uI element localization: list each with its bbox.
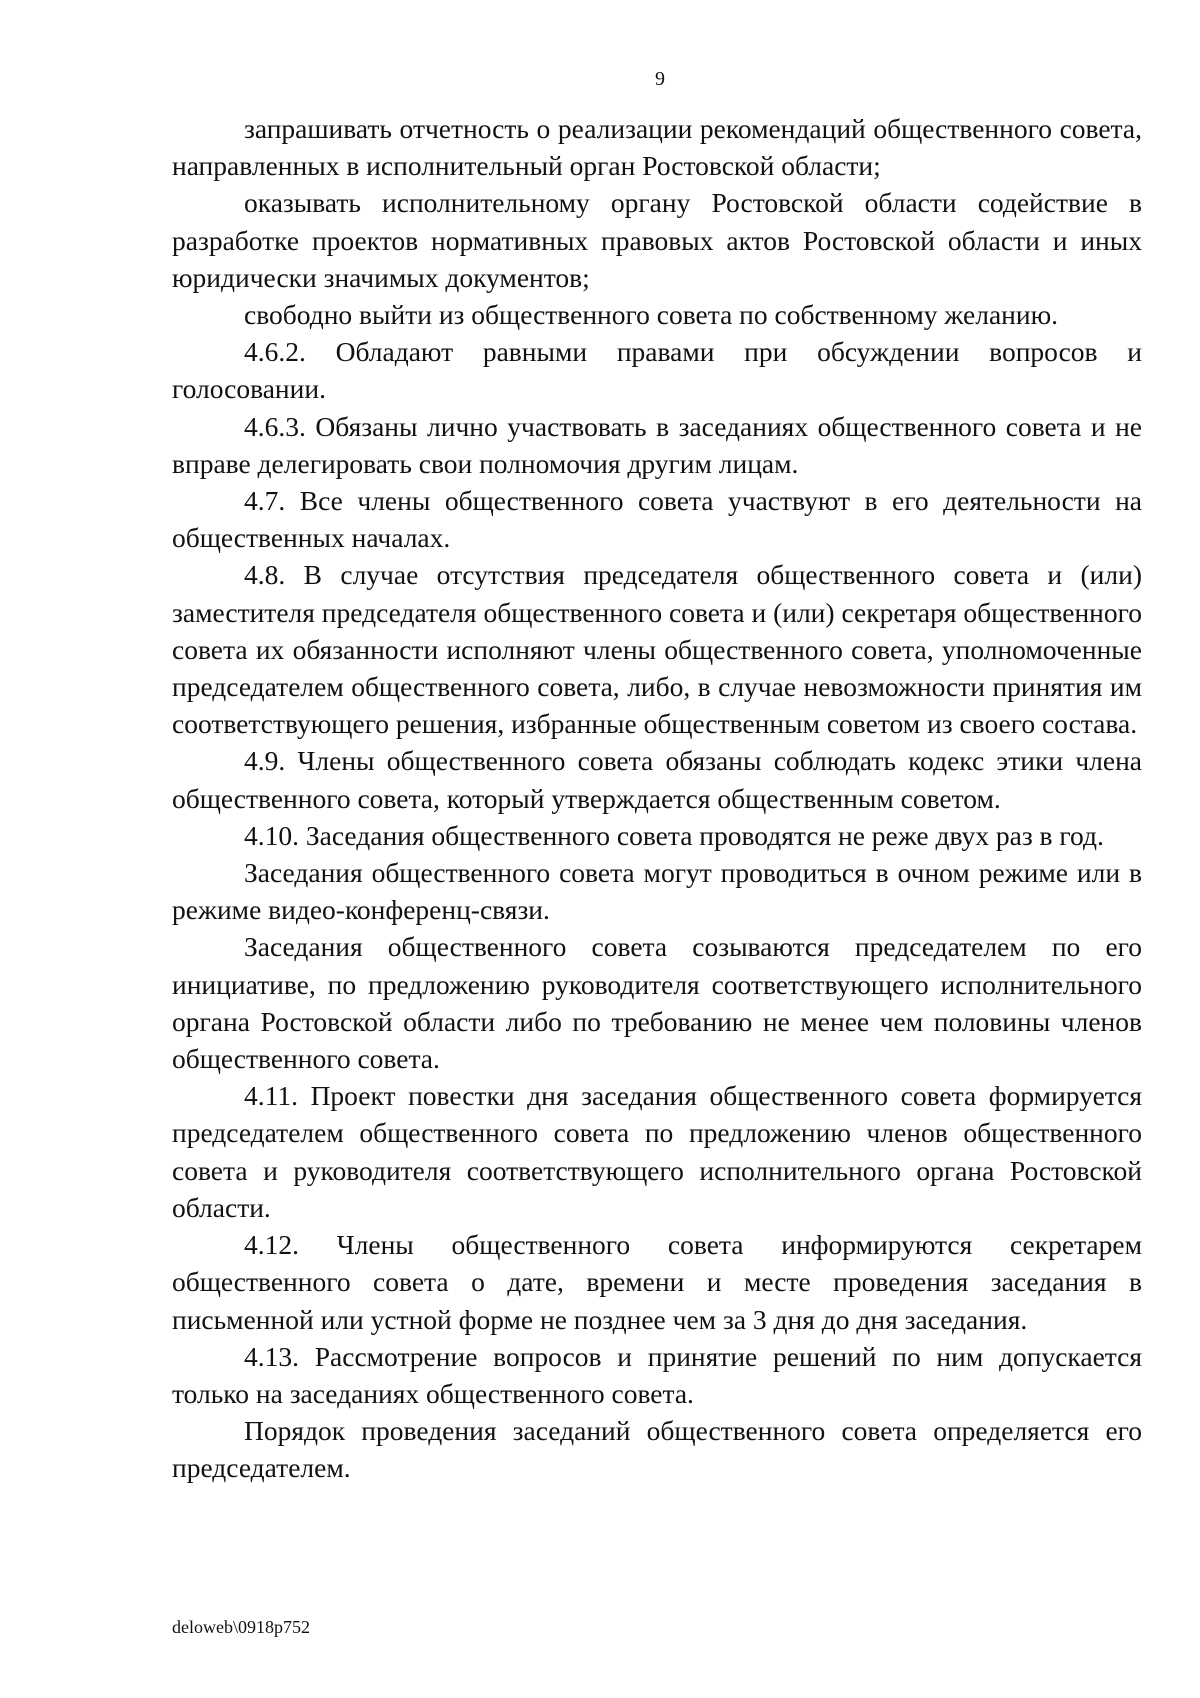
paragraph: 4.6.3. Обязаны лично участвовать в заседаниях общественного совета и не вправе делегировать свои полномочия другим лицам. bbox=[172, 410, 1142, 479]
paragraph: 4.7. Все члены общественного совета участвуют в его деятельности на общественных началах. bbox=[172, 485, 1142, 554]
paragraph: 4.8. В случае отсутствия председателя общественного совета и (или) заместителя председателя общественного совета и (или) секретаря общественного совета их обязанности исполняют члены общественного совета, уполномоченные председателем общественного совета, либо, в случае невозможности принятия им соответствующего решения, избранные общественным советом из своего состава. bbox=[172, 559, 1142, 740]
paragraph: 4.12. Члены общественного совета информируются секретарем общественного совета о дате, времени и месте проведения заседания в письменной или устной форме не позднее чем за 3 дня до дня заседания. bbox=[172, 1229, 1142, 1335]
paragraph: запрашивать отчетность о реализации рекомендаций общественного совета, направленных в исполнительный орган Ростовской области; bbox=[172, 113, 1142, 182]
document-code: deloweb\0918p752 bbox=[172, 1617, 310, 1637]
paragraph: 4.9. Члены общественного совета обязаны соблюдать кодекс этики члена общественного совета, который утверждается общественным советом. bbox=[172, 745, 1142, 814]
paragraph: 4.11. Проект повестки дня заседания общественного совета формируется председателем общественного совета по предложению членов общественного совета и руководителя соответствующего исполнительного органа Ростовской области. bbox=[172, 1080, 1142, 1223]
paragraph: Заседания общественного совета могут проводиться в очном режиме или в режиме видео-конференц-связи. bbox=[172, 857, 1142, 926]
paragraph: свободно выйти из общественного совета по собственному желанию. bbox=[244, 299, 1059, 331]
body-text bbox=[172, 110, 1142, 1487]
paragraph: 4.6.2. Обладают равными правами при обсуждении вопросов и голосовании. bbox=[172, 336, 1142, 405]
page-number: 9 bbox=[655, 68, 665, 90]
paragraph: 4.13. Рассмотрение вопросов и принятие решений по ним допускается только на заседаниях общественного совета. bbox=[172, 1340, 1142, 1409]
paragraph: Порядок проведения заседаний общественного совета определяется его председателем. bbox=[172, 1415, 1142, 1484]
paragraph: оказывать исполнительному органу Ростовской области содействие в разработке проектов нормативных правовых актов Ростовской области и иных юридически значимых документов; bbox=[172, 187, 1142, 293]
paragraph: 4.10. Заседания общественного совета проводятся не реже двух раз в год. bbox=[244, 819, 1104, 851]
paragraph: Заседания общественного совета созываются председателем по его инициативе, по предложению руководителя соответствующего исполнительного органа Ростовской области либо по требованию не менее чем половины членов общественного совета. bbox=[172, 931, 1142, 1075]
